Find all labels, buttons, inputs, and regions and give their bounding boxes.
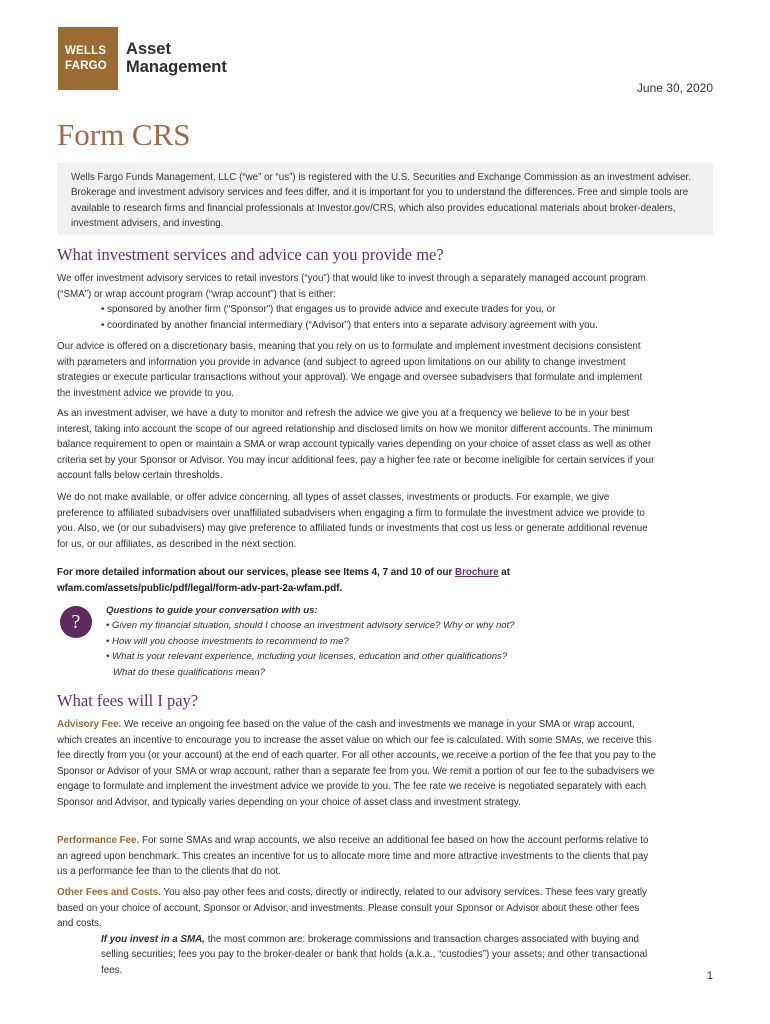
advisory-fee-label: Advisory Fee. (57, 719, 122, 730)
wells-fargo-logo (58, 27, 118, 90)
brand-line-1: Asset (126, 40, 171, 58)
services-paragraph-3 (57, 406, 657, 484)
page-title: Form CRS (57, 117, 191, 152)
brochure-link[interactable]: Brochure (455, 567, 499, 578)
services-heading: What investment services and advice can you provide me? (57, 245, 444, 264)
questions-block (106, 603, 666, 680)
duty-text: As an investment adviser, we have a duty to monitor and refresh the advice we give you at a frequency we believe to be in your best interest, taking into account the scope of our agreed relationship and disclosed limits on how we monitor different accounts. The minimum balance requirement to open or maintain a SMA or wrap account typically varies depending on your choice of asset class as well as other criteria set by your Sponsor or Advisor. You may incur additional fees, pay a higher fee rate or become ineligible for certain services if your account falls below certain thresholds. (57, 408, 655, 482)
other-fees-block (57, 885, 657, 979)
services-bullet-2: • coordinated by another financial intermediary (“Advisor”) that enters into a separate advisory agreement with you. (101, 319, 598, 331)
question-icon: ? (60, 606, 92, 638)
services-paragraph-1: We offer investment advisory services to retail investors (“you”) that would like to invest through a separately managed account program (“SMA”) or wrap account program (“wrap account”) that is either: (57, 273, 646, 300)
intro-text: Wells Fargo Funds Management, LLC (“we” or “us”) is registered with the U.S. Securities and Exchange Commission as an investment adviser. Brokerage and investment advisory services and fees differ, and it is important for you to understand the differences. Free and simple tools are available to research firms and financial professionals at Investor.gov/CRS, which also provides educational materials about broker-dealers, investment advisers, and investing. (71, 172, 692, 230)
page-number: 1 (706, 970, 713, 982)
other-fees-text: You also pay other fees and costs, directly or indirectly, related to our advisory services. These fees vary greatly based on your choice of account, Sponsor or Advisor, and investments. Please consult your Sponsor or Advisor about these other fees and costs. (57, 887, 647, 930)
sma-fees-paragraph (57, 932, 657, 979)
advisory-fee-text: We receive an ongoing fee based on the value of the cash and investments we manage in your SMA or wrap account, which creates an incentive to encourage you to increase the asset value on which our fee is calculated. With some SMAs, we receive this fee directly from you (or your account) at the end of each quarter. For all other accounts, we receive a portion of the fee that you pay to the Sponsor or Advisor of your SMA or wrap account, rather than a separate fee from you. We remit a portion of our fee to the subadvisers we engage to formulate and implement the investment advice we provide to you. The fee rate we receive is negotiated separately with each Sponsor and Advisor, and typically varies depending on your choice of asset class and investment strategy. (57, 719, 657, 808)
more-info-block (57, 565, 657, 596)
services-paragraph-4 (57, 490, 657, 552)
questions-title: Questions to guide your conversation with us: (106, 605, 318, 616)
more-info-suffix: at (501, 567, 511, 578)
question-item-3: • What is your relevant experience, including your licenses, education and other qualifications? (106, 651, 508, 663)
document-date: June 30, 2020 (636, 81, 713, 95)
preference-text: We do not make available, or offer advice concerning, all types of asset classes, investments or products. For example, we give preference to affiliated subadvisers over unaffiliated subadvisers when engaging a firm to formulate the investment advice we provide to you. Also, we (or our subadvisers) may give preference to affiliated funds or investments that cost us less or generate additional revenue for us, or our affiliates, as described in the next section. (57, 492, 648, 550)
advisory-fee-paragraph (57, 717, 657, 811)
logo-line-1: WELLS (65, 44, 107, 57)
sma-text: the most common are: brokerage commissions and transaction charges associated with buying and selling securities; fees you pay to the broker-dealer or bank that holds (a.k.a., “custodies”) your assets; and other transactional fees. (101, 933, 648, 976)
services-bullet-1: • sponsored by another firm (“Sponsor”) that engages us to provide advice and execute trades for you, or (101, 304, 556, 316)
logo-line-2: FARGO (65, 59, 107, 72)
more-info-line (57, 565, 657, 581)
more-info-prefix: For more detailed information about our services, please see Items 4, 7 and 10 of our (57, 567, 453, 578)
services-intro-block (57, 271, 657, 333)
question-item-1: • Given my financial situation, should I choose an investment advisory service? Why or why not? (106, 620, 515, 632)
question-item-2: • How will you choose investments to recommend to me? (106, 635, 349, 647)
discretionary-text: Our advice is offered on a discretionary basis, meaning that you rely on us to formulate and implement investment decisions consistent with parameters and information you provide in advance (and subject to agreed upon limitations on our ability to change investment strategies or execute particular transactions without your approval). We engage and oversee subadvisers that formulate and implement the investment advice we provide to you. (57, 341, 643, 399)
advisory-fee-block (57, 717, 657, 811)
services-paragraph-2 (57, 339, 657, 401)
performance-fee-text: For some SMAs and wrap accounts, we also receive an additional fee based on how the account performs relative to an agreed upon benchmark. This creates an incentive for us to allocate more time and more attractive investments to the clients that pay us a performance fee than to the clients that do not. (57, 835, 649, 878)
sma-label: If you invest in a SMA, (101, 933, 205, 945)
brand-name (126, 40, 227, 76)
fees-heading: What fees will I pay? (57, 691, 199, 710)
other-fees-label: Other Fees and Costs. (57, 887, 161, 898)
other-fees-paragraph (57, 885, 657, 932)
performance-fee-label: Performance Fee. (57, 835, 140, 846)
question-item-3-continuation: What do these qualifications mean? (113, 666, 265, 678)
intro-box (57, 163, 713, 235)
brand-line-2: Management (126, 58, 227, 76)
brochure-url: wfam.com/assets/public/pdf/legal/form-adv-part-2a-wfam.pdf. (57, 582, 343, 594)
performance-fee-paragraph (57, 833, 657, 880)
performance-fee-block (57, 833, 657, 880)
